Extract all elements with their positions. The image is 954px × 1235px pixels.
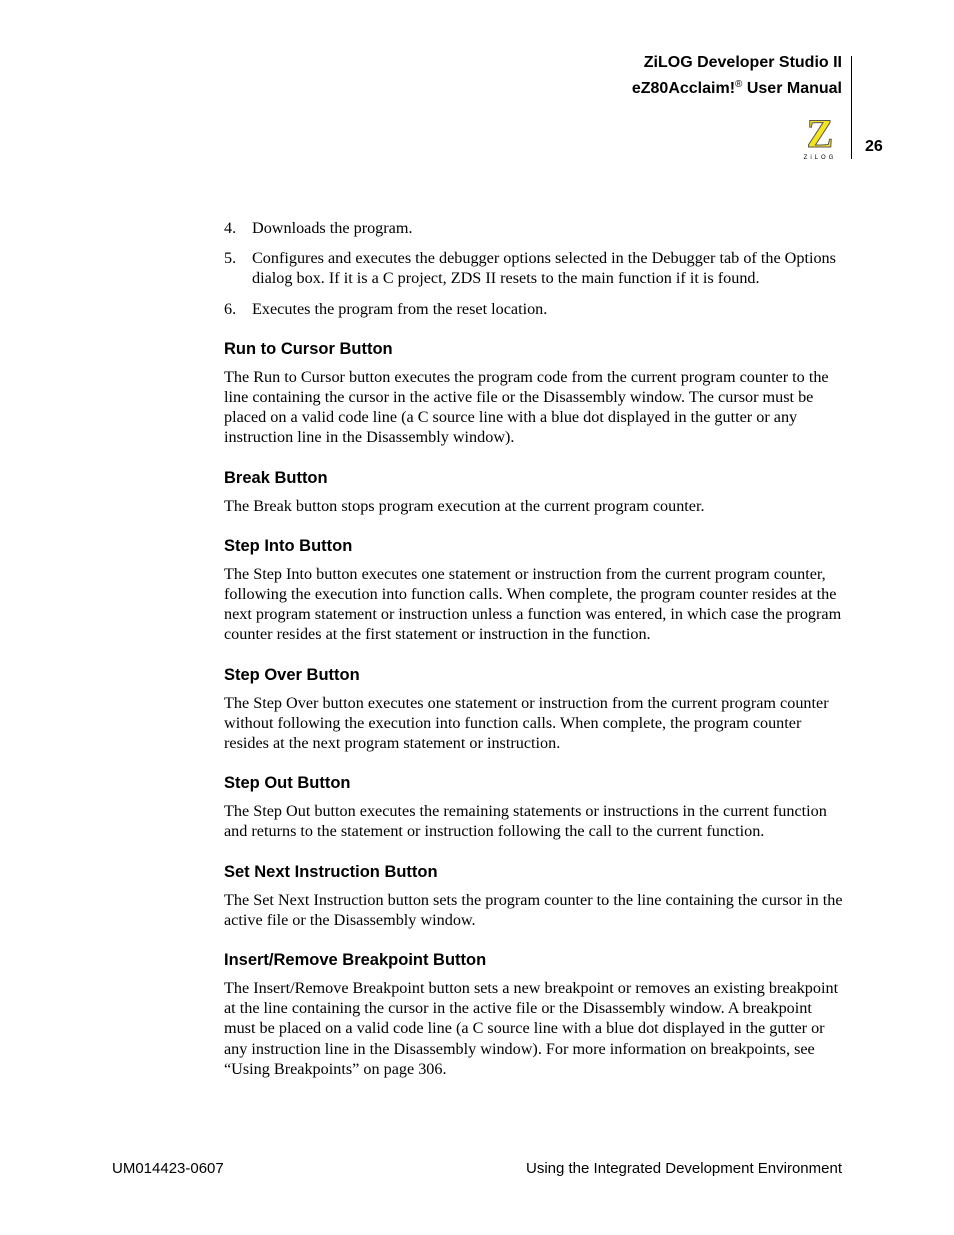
header-line2: eZ80Acclaim!® User Manual: [631, 79, 842, 97]
section-body: The Run to Cursor button executes the program code from the current program counter to the line containing the cursor in the active file or the Disassembly window. The cursor must be placed on a valid code line (a C source line with a blue dot displayed in the gutter or any instruction line in the Disassembly window).: [224, 367, 829, 447]
list-item: [224, 248, 844, 288]
section-body: The Step Out button executes the remaining statements or instructions in the current function and returns to the statement or instruction following the call to the current function.: [224, 802, 827, 841]
list-text: Executes the program from the reset location.: [252, 299, 548, 318]
section-body: The Insert/Remove Breakpoint button sets a new breakpoint or removes an existing breakpoint at the line containing the cursor in the active file or the Disassembly window. A breakpoint must be placed on a valid code line (a C source line with a blue dot displayed in the gutter or any instruction line in the Disassembly window). For more information on breakpoints, see “Using Breakpoints” on page 306.: [224, 979, 839, 1078]
page-number: 26: [865, 138, 883, 155]
section-heading: Step Over Button: [224, 665, 360, 684]
header-title: [632, 52, 842, 100]
zilog-logo-icon: [797, 114, 843, 160]
list-number: 4.: [224, 219, 237, 237]
list-text: Configures and executes the debugger options selected in the Debugger tab of the Options dialog box. If it is a C project, ZDS II resets to the main function if it is found.: [252, 249, 836, 288]
header-line1: ZiLOG Developer Studio II: [643, 54, 842, 71]
section-body: The Set Next Instruction button sets the program counter to the line containing the cursor in the active file or the Disassembly window.: [224, 890, 843, 929]
section-heading: Step Into Button: [224, 536, 353, 555]
section-heading: Set Next Instruction Button: [224, 862, 438, 881]
footer-doc-id: UM014423-0607: [112, 1160, 224, 1177]
list-number: 6.: [224, 299, 237, 318]
section-body: The Step Over button executes one statement or instruction from the current program counter without following the execution into function calls. When complete, the program counter resides at the next program statement or instruction.: [224, 693, 829, 753]
page-content: [224, 218, 844, 1079]
section-body: The Break button stops program execution at the current program counter.: [224, 496, 705, 515]
section-body: The Step Into button executes one statement or instruction from the current program counter, following the execution into function calls. When complete, the program counter resides at the next program statement or instruction unless a function was entered, in which case the program counter resides at the first statement or instruction in the function.: [224, 564, 842, 644]
list-text: Downloads the program.: [252, 219, 413, 237]
section-heading: Break Button: [224, 468, 328, 487]
logo-letter: Z: [806, 114, 834, 156]
list-item: [224, 299, 844, 319]
list-number: 5.: [224, 249, 237, 268]
section-heading: Insert/Remove Breakpoint Button: [224, 951, 487, 970]
logo-text: ZiLOG: [803, 155, 837, 160]
section-heading: Run to Cursor Button: [224, 339, 393, 358]
footer-section-title: Using the Integrated Development Environment: [525, 1160, 842, 1177]
header-divider: [851, 56, 852, 159]
list-item: [224, 218, 844, 238]
section-heading: Step Out Button: [224, 774, 351, 793]
